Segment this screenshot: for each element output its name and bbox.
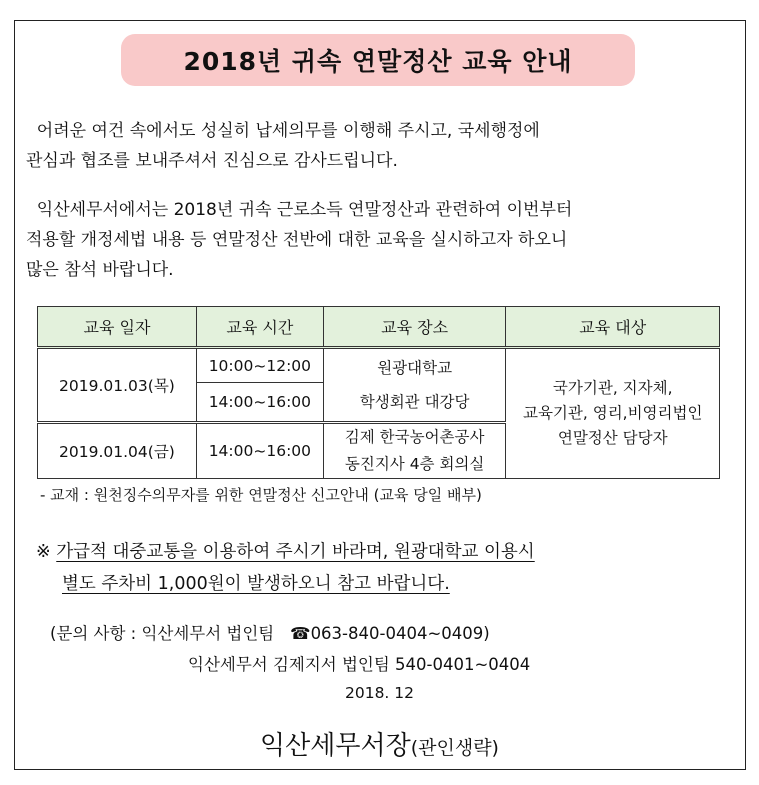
time-cell: 14:00~16:00: [196, 383, 323, 423]
target-line: 연말정산 담당자: [557, 429, 668, 447]
text-line: 관심과 협조를 보내주셔서 진심으로 감사드립니다.: [26, 151, 398, 171]
header-date: 교육 일자: [38, 307, 197, 348]
place-line: 원광대학교: [377, 359, 453, 377]
inquiry-label: (문의 사항 : 익산세무서 법인팀: [50, 624, 275, 643]
inquiry-line-2: 익산세무서 김제지서 법인팀 540-0401~0404: [188, 655, 531, 674]
place-line: 김제 한국농어촌공사: [344, 428, 485, 446]
phone-number: 063-840-0404~0409): [310, 624, 490, 643]
signature-name: 익산세무서장: [260, 731, 411, 761]
signature: [0, 725, 759, 762]
phone-icon: ☎: [290, 624, 311, 643]
table-row: [38, 348, 720, 383]
target-line: 교육기관, 영리,비영리법인: [522, 404, 703, 422]
header-target: 교육 대상: [506, 307, 720, 348]
parking-warning: [36, 536, 535, 600]
warning-line: 가급적 대중교통을 이용하여 주시기 바라며, 원광대학교 이용시: [56, 542, 535, 562]
date-cell: 2019.01.04(금): [38, 423, 197, 479]
place-line: 학생회관 대강당: [359, 393, 470, 411]
target-line: 국가기관, 지자체,: [552, 379, 673, 397]
target-cell: [506, 348, 720, 479]
issue-date: 2018. 12: [344, 684, 415, 702]
date-cell: 2019.01.03(목): [38, 348, 197, 423]
text-line: 많은 참석 바랍니다.: [26, 260, 174, 280]
table-header-row: [38, 307, 720, 348]
time-cell: 14:00~16:00: [196, 423, 323, 479]
warning-line: 별도 주차비 1,000원이 발생하오니 참고 바랍니다.: [62, 574, 450, 594]
text-line: 적용할 개정세법 내용 등 연말정산 전반에 대한 교육을 실시하고자 하오니: [26, 230, 568, 250]
place-cell: [323, 423, 506, 479]
text-line: 익산세무서에서는 2018년 귀속 근로소득 연말정산과 관련하여 이번부터: [26, 200, 573, 220]
reference-mark: ※: [36, 542, 51, 562]
inquiry-line-1: [50, 620, 490, 644]
intro-paragraph: [26, 116, 736, 176]
place-line: 동진지사 4층 회의실: [344, 455, 485, 473]
header-time: 교육 시간: [196, 307, 323, 348]
time-cell: 10:00~12:00: [196, 348, 323, 383]
header-place: 교육 장소: [323, 307, 506, 348]
page-title: 2018년 귀속 연말정산 교육 안내: [121, 34, 635, 86]
seal-omitted-note: (관인생략): [410, 737, 499, 759]
text-line: 어려운 여건 속에서도 성실히 납세의무를 이행해 주시고, 국세행정에: [26, 121, 540, 141]
place-cell: [323, 348, 506, 423]
material-note: - 교재 : 원천징수의무자를 위한 연말정산 신고안내 (교육 당일 배부): [40, 486, 482, 504]
education-paragraph: [26, 195, 736, 285]
schedule-table: [37, 306, 720, 479]
